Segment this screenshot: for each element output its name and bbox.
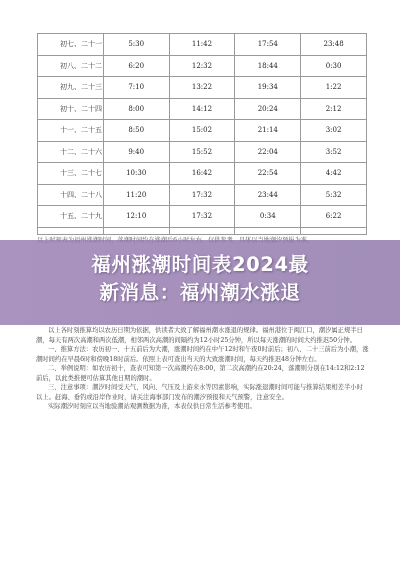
tide-time-cell: 12:10: [103, 206, 169, 228]
lunar-date-cell: 十三、二十七: [38, 163, 104, 185]
tide-time-cell: 8:00: [103, 98, 169, 120]
empty-cell: [235, 227, 301, 234]
headline-line-2: 新消息：福州潮水涨退: [99, 281, 301, 304]
lunar-date-cell: 十五、二十九: [38, 206, 104, 228]
table-row: [38, 141, 367, 163]
tide-time-cell: 22:54: [235, 163, 301, 185]
tide-time-cell: 5:30: [103, 34, 169, 56]
tide-time-cell: 23:44: [235, 184, 301, 206]
tide-time-cell: 1:22: [301, 77, 367, 99]
tide-time-cell: 3:02: [301, 120, 367, 142]
tide-time-cell: 17:32: [169, 184, 235, 206]
tide-time-cell: 0:30: [301, 55, 367, 77]
empty-cell: [38, 227, 104, 234]
table-row: [38, 184, 367, 206]
lunar-date-cell: 初八、二十二: [38, 55, 104, 77]
tide-time-cell: 6:20: [103, 55, 169, 77]
tide-time-cell: 16:42: [169, 163, 235, 185]
tide-time-cell: 11:20: [103, 184, 169, 206]
tide-time-cell: 3:52: [301, 141, 367, 163]
article-body: [36, 326, 369, 412]
table-row: [38, 163, 367, 185]
tide-time-cell: 20:24: [235, 98, 301, 120]
tide-time-cell: 15:02: [169, 120, 235, 142]
tide-time-table: [37, 33, 367, 235]
lunar-date-cell: 十二、二十六: [38, 141, 104, 163]
tide-time-cell: 11:42: [169, 34, 235, 56]
article-paragraph: 实际潮汐时刻应以当地验潮站观测数据为准，本表仅供日常生活参考使用。: [48, 403, 256, 411]
tide-time-cell: 19:34: [235, 77, 301, 99]
tide-time-cell: 13:22: [169, 77, 235, 99]
headline-line-1: 福州涨潮时间表2024最: [91, 253, 309, 276]
tide-time-cell: 6:22: [301, 206, 367, 228]
lunar-date-cell: 十四、二十八: [38, 184, 104, 206]
table-row: [38, 206, 367, 228]
tide-time-cell: 10:30: [103, 163, 169, 185]
empty-cell: [103, 227, 169, 234]
lunar-date-cell: 初十、二十四: [38, 98, 104, 120]
tide-time-cell: 4:42: [301, 163, 367, 185]
tide-time-cell: 9:40: [103, 141, 169, 163]
table-row: [38, 34, 367, 56]
tide-time-cell: 8:50: [103, 120, 169, 142]
table-row: [38, 98, 367, 120]
table-row: [38, 227, 367, 234]
tide-time-cell: 15:52: [169, 141, 235, 163]
article-paragraph: 以上各时刻推算均以农历日期为依据，供读者大致了解福州潮水涨退的规律。福州港位于闽江口，潮汐属正规半日潮，每天有两次高潮和两次低潮，相邻两次高潮的间隔约为12小时25分钟，所以每天涨潮的时间大约推迟50分钟。: [36, 327, 363, 344]
empty-cell: [169, 227, 235, 234]
tide-time-cell: 21:14: [235, 120, 301, 142]
article-paragraph: 三、注意事项：潮汐时间受天气、风向、气压及上游来水等因素影响，实际涨退潮时间可能与推算结果相差半小时以上。赶海、垂钓或沿岸作业时，请关注海事部门发布的潮汐预报和天气预警，注意安全。: [36, 384, 363, 401]
headline: [0, 251, 400, 307]
lunar-date-cell: 初九、二十三: [38, 77, 104, 99]
lunar-date-cell: 初七、二十一: [38, 34, 104, 56]
tide-time-cell: 12:32: [169, 55, 235, 77]
tide-time-cell: 23:48: [301, 34, 367, 56]
article-paragraph: 一、推算方法：农历初一、十五前后为大潮，涨潮时间约在中午12时和午夜0时前后；初八、二十三前后为小潮，涨潮时间约在早晨6时和傍晚18时前后。依照上表可查出当天的大致涨潮时间，每天约推迟48分钟左右。: [36, 346, 369, 363]
table-row: [38, 55, 367, 77]
empty-cell: [301, 227, 367, 234]
tide-time-cell: 7:10: [103, 77, 169, 99]
tide-time-cell: 5:32: [301, 184, 367, 206]
tide-time-cell: 2:12: [301, 98, 367, 120]
table-row: [38, 77, 367, 99]
tide-time-cell: 18:44: [235, 55, 301, 77]
tide-time-cell: 17:54: [235, 34, 301, 56]
tide-time-cell: 22:04: [235, 141, 301, 163]
table-row: [38, 120, 367, 142]
article-paragraph: 二、举例说明：如农历初十，查表可知第一次高潮约在8:00，第二次高潮约在20:24，落潮则分别在14:12和2:12前后，以此类推便可估算其他日期的潮时。: [36, 365, 365, 382]
tide-time-cell: 0:34: [235, 206, 301, 228]
lunar-date-cell: 十一、二十五: [38, 120, 104, 142]
tide-time-cell: 14:12: [169, 98, 235, 120]
tide-time-cell: 17:32: [169, 206, 235, 228]
